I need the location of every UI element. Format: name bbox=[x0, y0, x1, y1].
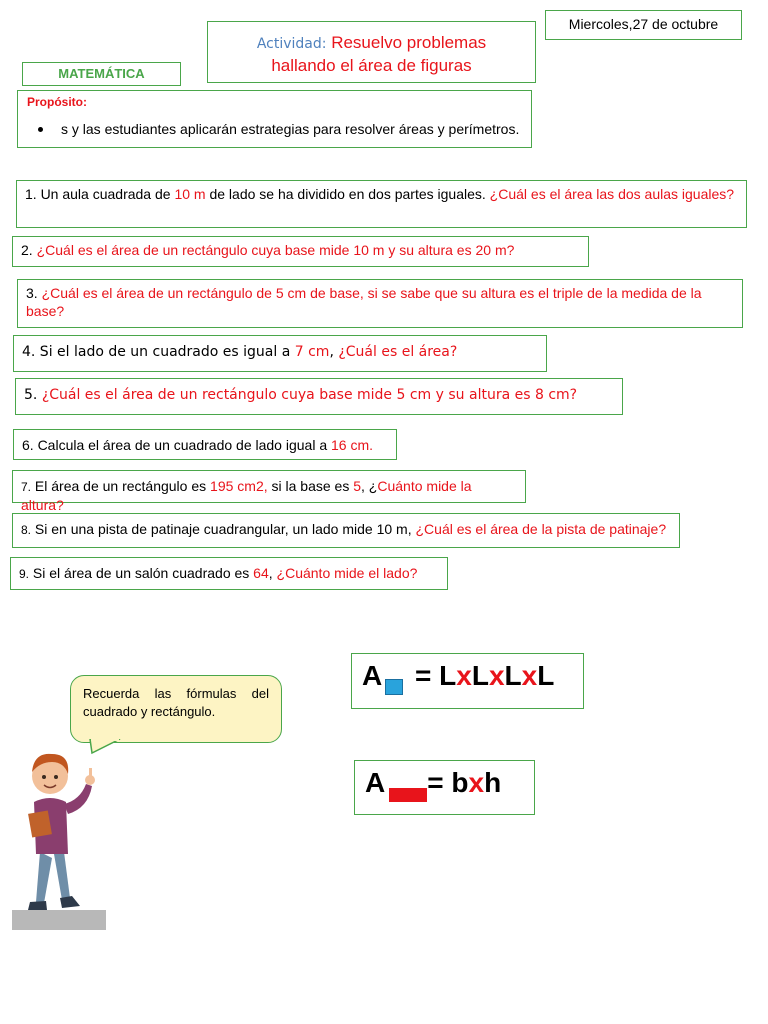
activity-title-box bbox=[207, 21, 536, 83]
question-9 bbox=[10, 557, 448, 590]
q7-number: 7. bbox=[21, 480, 32, 494]
question-2 bbox=[12, 236, 589, 267]
q2-number: 2. bbox=[21, 242, 37, 258]
q4-value: 7 cm bbox=[294, 344, 330, 360]
purpose-item bbox=[27, 121, 522, 137]
q9-question: ¿Cuánto mide el lado? bbox=[276, 565, 418, 581]
q1-value: 10 m bbox=[174, 186, 206, 202]
purpose-title: Propósito: bbox=[27, 95, 87, 109]
q7-area-value: 195 cm2, bbox=[210, 478, 268, 494]
question-4 bbox=[13, 335, 547, 372]
side-l3: L bbox=[504, 660, 522, 691]
q8-text-a: Si en una pista de patinaje cuadrangular, un lado mide 10 m, bbox=[31, 521, 416, 537]
area-symbol: A bbox=[362, 660, 383, 691]
question-2-text bbox=[13, 237, 588, 263]
q6-text-a: 6. Calcula el área de un cuadrado de lado igual a bbox=[22, 437, 331, 453]
q4-text-c: , bbox=[329, 344, 339, 360]
subject-label: MATEMÁTICA bbox=[58, 66, 145, 81]
q1-text-a: 1. Un aula cuadrada de bbox=[25, 186, 175, 202]
question-7 bbox=[12, 470, 526, 513]
q6-value: 16 cm. bbox=[331, 437, 374, 453]
reminder-bubble bbox=[70, 675, 282, 743]
base-symbol: b bbox=[451, 767, 469, 798]
activity-label: Actividad: bbox=[256, 36, 327, 52]
q5-question: ¿Cuál es el área de un rectángulo cuya base mide 5 cm y su altura es 8 cm? bbox=[41, 387, 578, 403]
question-6 bbox=[13, 429, 397, 460]
q9-text-a: Si el área de un salón cuadrado es bbox=[29, 565, 254, 581]
q7-text-a: El área de un rectángulo es bbox=[31, 478, 211, 494]
question-4-text bbox=[14, 336, 546, 365]
purpose-text: s y las estudiantes aplicarán estrategias para resolver áreas y perímetros. bbox=[61, 121, 520, 137]
times-sign: x bbox=[456, 660, 472, 691]
q8-question: ¿Cuál es el área de la pista de patinaje? bbox=[415, 521, 667, 537]
area-symbol: A bbox=[365, 767, 386, 798]
square-area-formula bbox=[351, 653, 584, 709]
reminder-text: Recuerda las fórmulas del cuadrado y rectángulo. bbox=[83, 686, 269, 719]
q9-number: 9. bbox=[19, 567, 30, 581]
activity-title-line1: Resuelvo problemas bbox=[331, 33, 487, 52]
student-illustration bbox=[10, 740, 110, 932]
purpose-box bbox=[17, 90, 532, 148]
question-3-text bbox=[18, 280, 742, 324]
times-sign: x bbox=[521, 660, 538, 691]
equals-sign: = bbox=[407, 660, 440, 691]
rectangle-area-formula bbox=[354, 760, 535, 815]
side-l2: L bbox=[471, 660, 489, 691]
height-symbol: h bbox=[484, 767, 502, 798]
rectangle-shape-icon bbox=[389, 788, 427, 802]
times-sign: x bbox=[488, 660, 505, 691]
question-5-text bbox=[16, 379, 622, 408]
q4-question: ¿Cuál es el área? bbox=[338, 344, 458, 360]
activity-title-line2: hallando el área de figuras bbox=[271, 56, 472, 75]
q3-number: 3. bbox=[26, 285, 42, 301]
side-l1: L bbox=[439, 660, 457, 691]
question-1 bbox=[16, 180, 747, 228]
question-8-text bbox=[13, 514, 679, 543]
q9-value: 64 bbox=[253, 565, 269, 581]
question-7-text bbox=[13, 471, 525, 518]
q7-text-e: , ¿ bbox=[361, 478, 378, 494]
date-text: Miercoles,27 de octubre bbox=[568, 16, 719, 32]
question-6-text bbox=[14, 430, 396, 458]
bullet-icon bbox=[38, 127, 43, 132]
q3-question: ¿Cuál es el área de un rectángulo de 5 cm de base, si se sabe que su altura es el triple de la medida de la base? bbox=[26, 285, 702, 319]
equals-sign: = bbox=[427, 767, 452, 798]
q9-text-c: , bbox=[268, 565, 277, 581]
q7-question: Cuánto mide la altura? bbox=[21, 478, 472, 513]
question-5 bbox=[15, 378, 623, 415]
q8-number: 8. bbox=[21, 523, 32, 537]
times-sign: x bbox=[468, 767, 485, 798]
q4-text-a: 4. Si el lado de un cuadrado es igual a bbox=[22, 344, 295, 360]
side-l4: L bbox=[537, 660, 555, 691]
q7-base-value: 5 bbox=[353, 478, 362, 494]
question-8 bbox=[12, 513, 680, 548]
question-1-text bbox=[17, 181, 746, 207]
q1-question: ¿Cuál es el área las dos aulas iguales? bbox=[489, 186, 735, 202]
q1-text-c: de lado se ha dividido en dos partes iguales. bbox=[205, 186, 490, 202]
square-shape-icon bbox=[385, 679, 403, 695]
q7-text-c: si la base es bbox=[267, 478, 354, 494]
date-box bbox=[545, 10, 742, 40]
question-3 bbox=[17, 279, 743, 328]
question-9-text bbox=[11, 558, 447, 587]
q2-question: ¿Cuál es el área de un rectángulo cuya base mide 10 m y su altura es 20 m? bbox=[36, 242, 515, 258]
q5-number: 5. bbox=[24, 387, 42, 403]
subject-box bbox=[22, 62, 181, 86]
